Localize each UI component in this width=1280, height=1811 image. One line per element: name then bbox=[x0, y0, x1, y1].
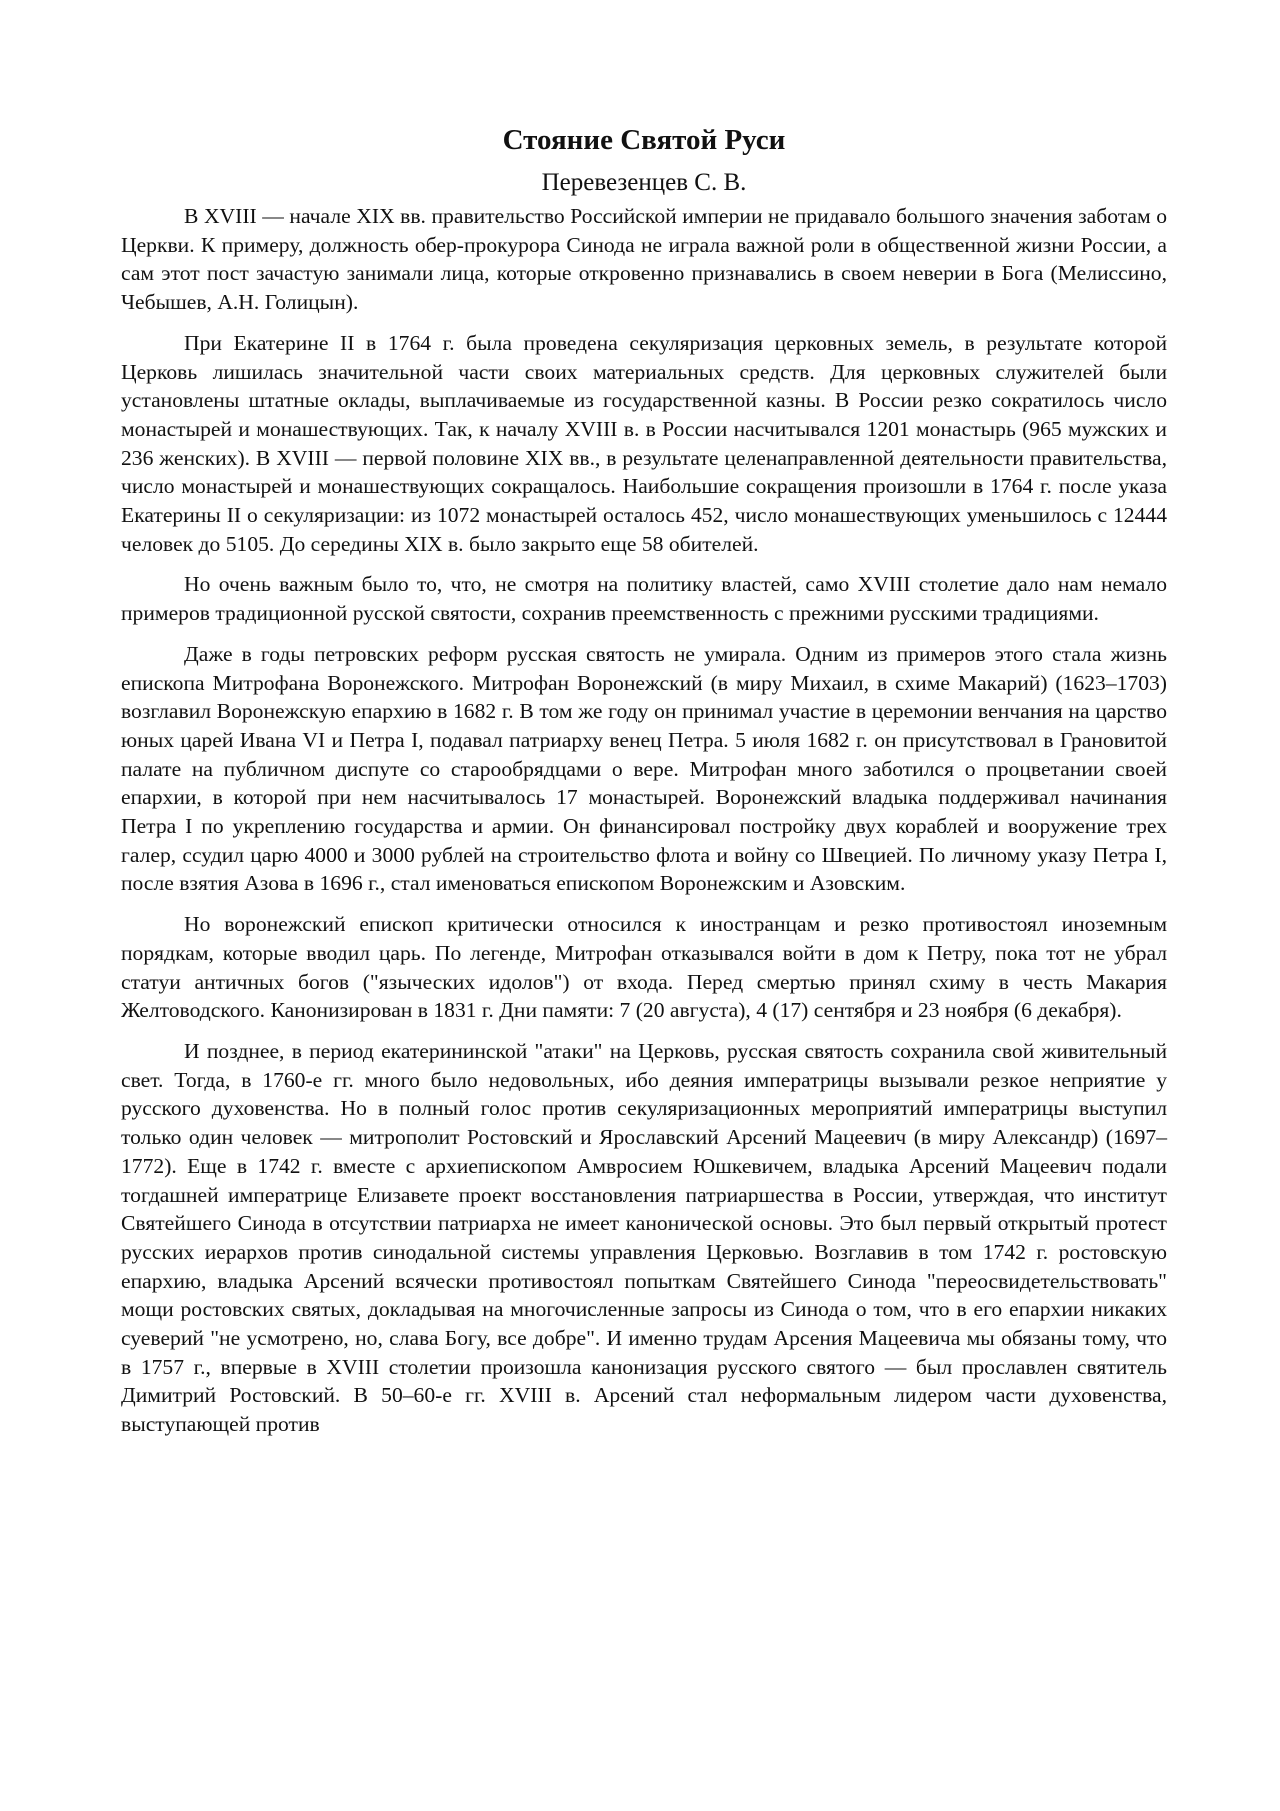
document-author: Перевезенцев С. В. bbox=[541, 169, 747, 196]
paragraph: Даже в годы петровских реформ русская святость не умирала. Одним из примеров этого стала жизнь епископа Митрофана Воронежского. Митрофан Воронежский (в миру Михаил, в схиме Макарий) (1623–1703) возглавил Воронежскую епархию в 1682 г. В том же году он принимал участие в церемонии венчания на царство юных царей Ивана VI и Петра I, подавал патриарху венец Петра. 5 июля 1682 г. он присутствовал в Грановитой палате на публичном диспуте со старообрядцами о вере. Митрофан много заботился о процветании своей епархии, в которой при нем насчитывалось 17 монастырей. Воронежский владыка поддерживал начинания Петра I по укреплению государства и армии. Он финансировал постройку двух кораблей и вооружение трех галер, ссудил царю 4000 и 3000 рублей на строительство флота и войну со Швецией. По личному указу Петра I, после взятия Азова в 1696 г., стал именоваться епископом Воронежским и Азовским. bbox=[121, 641, 1167, 896]
paragraph: При Екатерине II в 1764 г. была проведена секуляризация церковных земель, в результате которой Церковь лишилась значительной части своих материальных средств. Для церковных служителей были установлены штатные оклады, выплачиваемые из государственной казны. В России резко сократилось число монастырей и монашествующих. Так, к началу XVIII в. в России насчитывался 1201 монастырь (965 мужских и 236 женских). В XVIII — первой половине XIX вв., в результате целенаправленной деятельности правительства, число монастырей и монашествующих сокращалось. Наибольшие сокращения произошли в 1764 г. после указа Екатерины II о секуляризации: из 1072 монастырей осталось 452, число монашествующих уменьшилось с 12444 человек до 5105. До середины XIX в. было закрыто еще 58 обителей. bbox=[121, 330, 1167, 556]
document-title: Стояние Святой Руси bbox=[502, 124, 786, 156]
paragraph: Но очень важным было то, что, не смотря на политику властей, само XVIII столетие дало нам немало примеров традиционной русской святости, сохранив преемственность с прежними русскими традициями. bbox=[121, 572, 1167, 626]
document-page bbox=[121, 120, 1167, 1451]
paragraph: В XVIII — начале XIX вв. правительство Российской империи не придавало большого значения заботам о Церкви. К примеру, должность обер-прокурора Синода не играла важной роли в общественной жизни России, а сам этот пост зачастую занимали лица, которые откровенно признавались в своем неверии в Бога (Мелиссино, Чебышев, А.Н. Голицын). bbox=[121, 204, 1167, 315]
paragraph: Но воронежский епископ критически относился к иностранцам и резко противостоял иноземным порядкам, которые вводил царь. По легенде, Митрофан отказывался войти в дом к Петру, пока тот не убрал статуи античных богов ("языческих идолов") от входа. Перед смертью принял схиму в честь Макария Желтоводского. Канонизирован в 1831 г. Дни памяти: 7 (20 августа), 4 (17) сентября и 23 ноября (6 декабря). bbox=[121, 912, 1167, 1023]
paragraph: И позднее, в период екатерининской "атаки" на Церковь, русская святость сохранила свой живительный свет. Тогда, в 1760-е гг. много было недовольных, ибо деяния императрицы вызывали резкое неприятие у русского духовенства. Но в полный голос против секуляризационных мероприятий императрицы выступил только один человек — митрополит Ростовский и Ярославский Арсений Мацеевич (в миру Александр) (1697–1772). Еще в 1742 г. вместе с архиепископом Амвросием Юшкевичем, владыка Арсений Мацеевич подали тогдашней императрице Елизавете проект восстановления патриаршества в России, утверждая, что институт Святейшего Синода в отсутствии патриарха не имеет канонической основы. Это был первый открытый протест русских иерархов против синодальной системы управления Церковью. Возглавив в том 1742 г. ростовскую епархию, владыка Арсений всячески противостоял попыткам Святейшего Синода "переосвидетельствовать" мощи ростовских святых, докладывая на многочисленные запросы из Синода о том, что в его епархии никаких суеверий "не усмотрено, но, слава Богу, все добре". И именно трудам Арсения Мацеевича мы обязаны тому, что в 1757 г., впервые в XVIII столетии произошла канонизация русского святого — был прославлен святитель Димитрий Ростовский. В 50–60-е гг. XVIII в. Арсений стал неформальным лидером части духовенства, выступающей против bbox=[121, 1038, 1167, 1437]
